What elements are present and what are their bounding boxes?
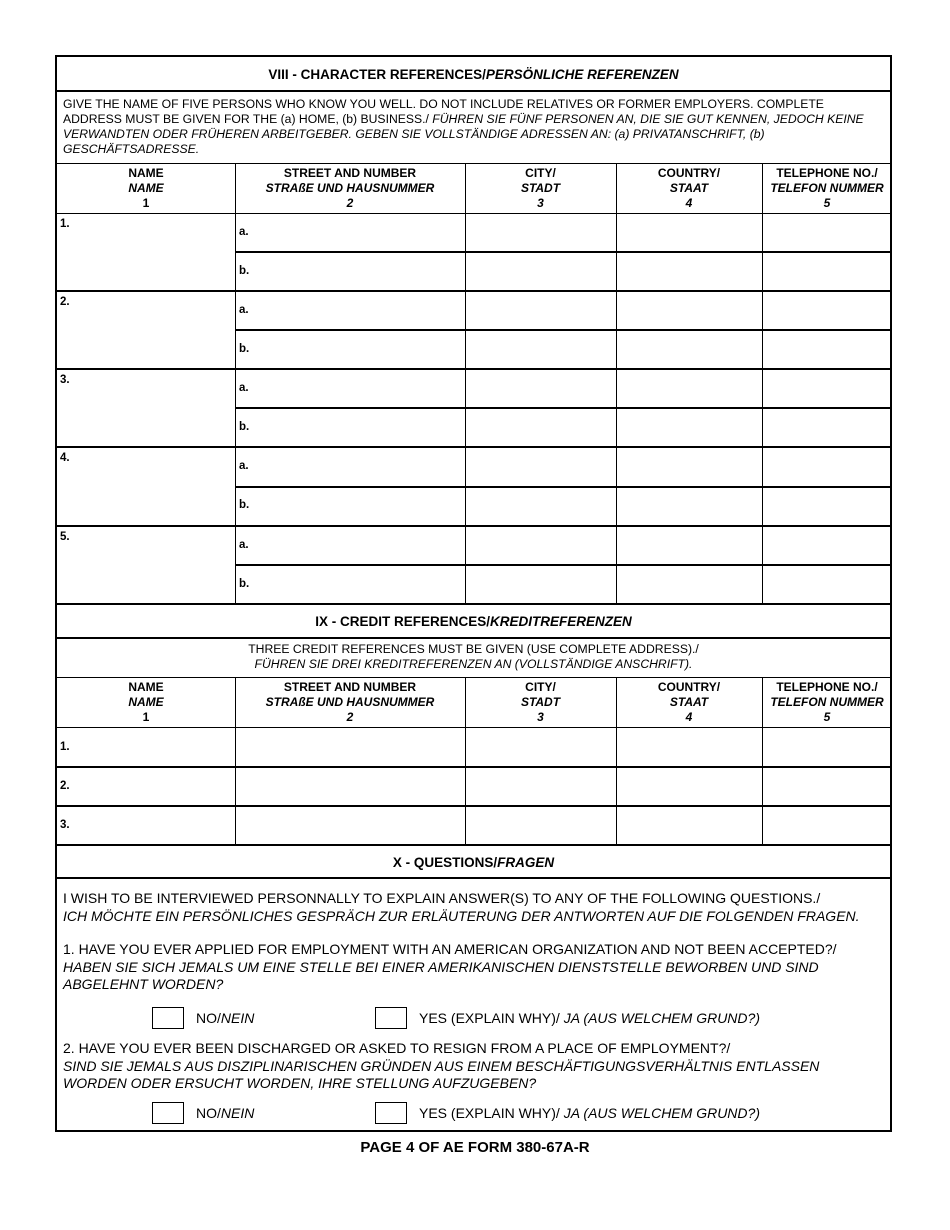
s8-row-4b-label: b.: [239, 499, 250, 511]
section-10-title-de: FRAGEN: [497, 854, 555, 870]
section-9-intro: [57, 642, 890, 672]
s8-col-telephone: TELEPHONE NO./ TELEFON NUMMER 5: [770, 166, 884, 210]
s8-col-country: COUNTRY/ STAAT 4: [657, 166, 721, 210]
s8-row-3a-label: a.: [239, 382, 249, 394]
section-10-intro-de: ICH MÖCHTE EIN PERSÖNLICHES GESPRÄCH ZUR ERLÄUTERUNG DER ANTWORTEN AUF DIE FOLGENDEN FRAGEN.: [63, 907, 860, 924]
s9-col-country: COUNTRY/ STAAT 4: [657, 680, 721, 724]
section-10-intro-en: I WISH TO BE INTERVIEWED PERSONNALLY TO EXPLAIN ANSWER(S) TO ANY OF THE FOLLOWING QUESTIONS./: [63, 890, 821, 906]
s9-col-telephone: TELEPHONE NO./ TELEFON NUMMER 5: [770, 680, 884, 724]
question-1: [63, 941, 884, 994]
section-10-title: [57, 846, 890, 878]
question-2-yes-checkbox[interactable]: [375, 1102, 407, 1124]
s8-row-5a-label: a.: [239, 539, 249, 551]
s9-row-2-label: 2.: [60, 780, 70, 792]
section-9-title-en: IX - CREDIT REFERENCES/: [315, 614, 490, 629]
s9-col-street: STREET AND NUMBER STRAßE UND HAUSNUMMER 2: [265, 680, 435, 724]
s8-row-5b-label: b.: [239, 578, 250, 590]
question-2: [63, 1040, 884, 1093]
s9-row-1-label: 1.: [60, 741, 70, 753]
question-2-de: SIND SIE JEMALS AUS DISZIPLINARISCHEN GRÜNDEN AUS EINEM BESCHÄFTIGUNGSVERHÄLTNIS ENTLASSEN WORDEN ODER ERSUCHT WORDEN, IHRE STELLUNG AUFZUGEBEN?: [63, 1057, 820, 1091]
s8-row-3-label: 3.: [60, 374, 70, 386]
section-9-intro-en: THREE CREDIT REFERENCES MUST BE GIVEN (USE COMPLETE ADDRESS)./: [248, 642, 699, 656]
s9-col-name: NAME NAME 1: [128, 680, 164, 724]
section-8-intro-en: GIVE THE NAME OF FIVE PERSONS WHO KNOW YOU WELL. DO NOT INCLUDE RELATIVES OR FORMER EMPLOYERS. COMPLETE ADDRESS MUST BE GIVEN FOR THE (a) HOME, (b) BUSINESS./: [63, 97, 824, 126]
s9-col-city: CITY/ STADT 3: [520, 680, 561, 724]
page-footer: PAGE 4 OF AE FORM 380-67A-R: [360, 1139, 590, 1156]
section-8-title-de: PERSÖNLICHE REFERENZEN: [485, 66, 679, 82]
question-1-de: HABEN SIE SICH JEMALS UM EINE STELLE BEI EINER AMERIKANISCHEN DIENSTSTELLE BEWORBEN UND SIND ABGELEHNT WORDEN?: [63, 958, 819, 992]
s8-row-1a-label: a.: [239, 226, 249, 238]
question-1-yes-label: YES (EXPLAIN WHY)/ JA (AUS WELCHEM GRUND?): [419, 1010, 760, 1026]
question-2-no-checkbox[interactable]: [152, 1102, 184, 1124]
section-9-title-de: KREDITREFERENZEN: [490, 614, 632, 629]
section-8-intro-de: FÜHREN SIE FÜNF PERSONEN AN, DIE SIE GUT KENNEN, JEDOCH KEINE VERWANDTEN ODER FRÜHEREN ARBEITGEBER. GEBEN SIE VOLLSTÄNDIGE ADRESSEN AN: (a) PRIVATANSCHRIFT, (b) GESCHÄFTSADRESSE.: [63, 112, 864, 156]
question-2-no-label: NO/NEIN: [196, 1105, 255, 1121]
section-9-title: [57, 605, 890, 638]
s9-row-3-label: 3.: [60, 819, 70, 831]
question-1-en: 1. HAVE YOU EVER APPLIED FOR EMPLOYMENT WITH AN AMERICAN ORGANIZATION AND NOT BEEN ACCEPTED?/: [63, 941, 837, 957]
s8-row-3b-label: b.: [239, 421, 250, 433]
s8-row-1-label: 1.: [60, 218, 70, 230]
section-8-title: [57, 57, 890, 91]
form-page: [55, 55, 892, 1132]
s8-row-2a-label: a.: [239, 304, 249, 316]
section-8-title-en: VIII - CHARACTER REFERENCES/: [268, 66, 486, 82]
s8-row-2-label: 2.: [60, 296, 70, 308]
section-10-intro: [63, 890, 884, 925]
question-2-yes-label: YES (EXPLAIN WHY)/ JA (AUS WELCHEM GRUND?): [419, 1105, 760, 1121]
section-10-title-en: X - QUESTIONS/: [392, 854, 498, 870]
question-1-no-label: NO/NEIN: [196, 1010, 255, 1026]
section-9-intro-de: FÜHREN SIE DREI KREDITREFERENZEN AN (VOLLSTÄNDIGE ANSCHRIFT).: [254, 657, 693, 671]
s8-col-name: NAME NAME 1: [128, 166, 164, 210]
s8-col-street: STREET AND NUMBER STRAßE UND HAUSNUMMER 2: [265, 166, 435, 210]
s8-row-2b-label: b.: [239, 343, 250, 355]
question-2-en: 2. HAVE YOU EVER BEEN DISCHARGED OR ASKED TO RESIGN FROM A PLACE OF EMPLOYMENT?/: [63, 1040, 731, 1056]
s8-row-4a-label: a.: [239, 460, 249, 472]
s8-row-5-label: 5.: [60, 531, 70, 543]
section-8-intro: [63, 97, 884, 157]
s8-row-1b-label: b.: [239, 265, 250, 277]
question-1-yes-checkbox[interactable]: [375, 1007, 407, 1029]
question-1-no-checkbox[interactable]: [152, 1007, 184, 1029]
s8-row-4-label: 4.: [60, 452, 70, 464]
s8-col-city: CITY/ STADT 3: [520, 166, 561, 210]
